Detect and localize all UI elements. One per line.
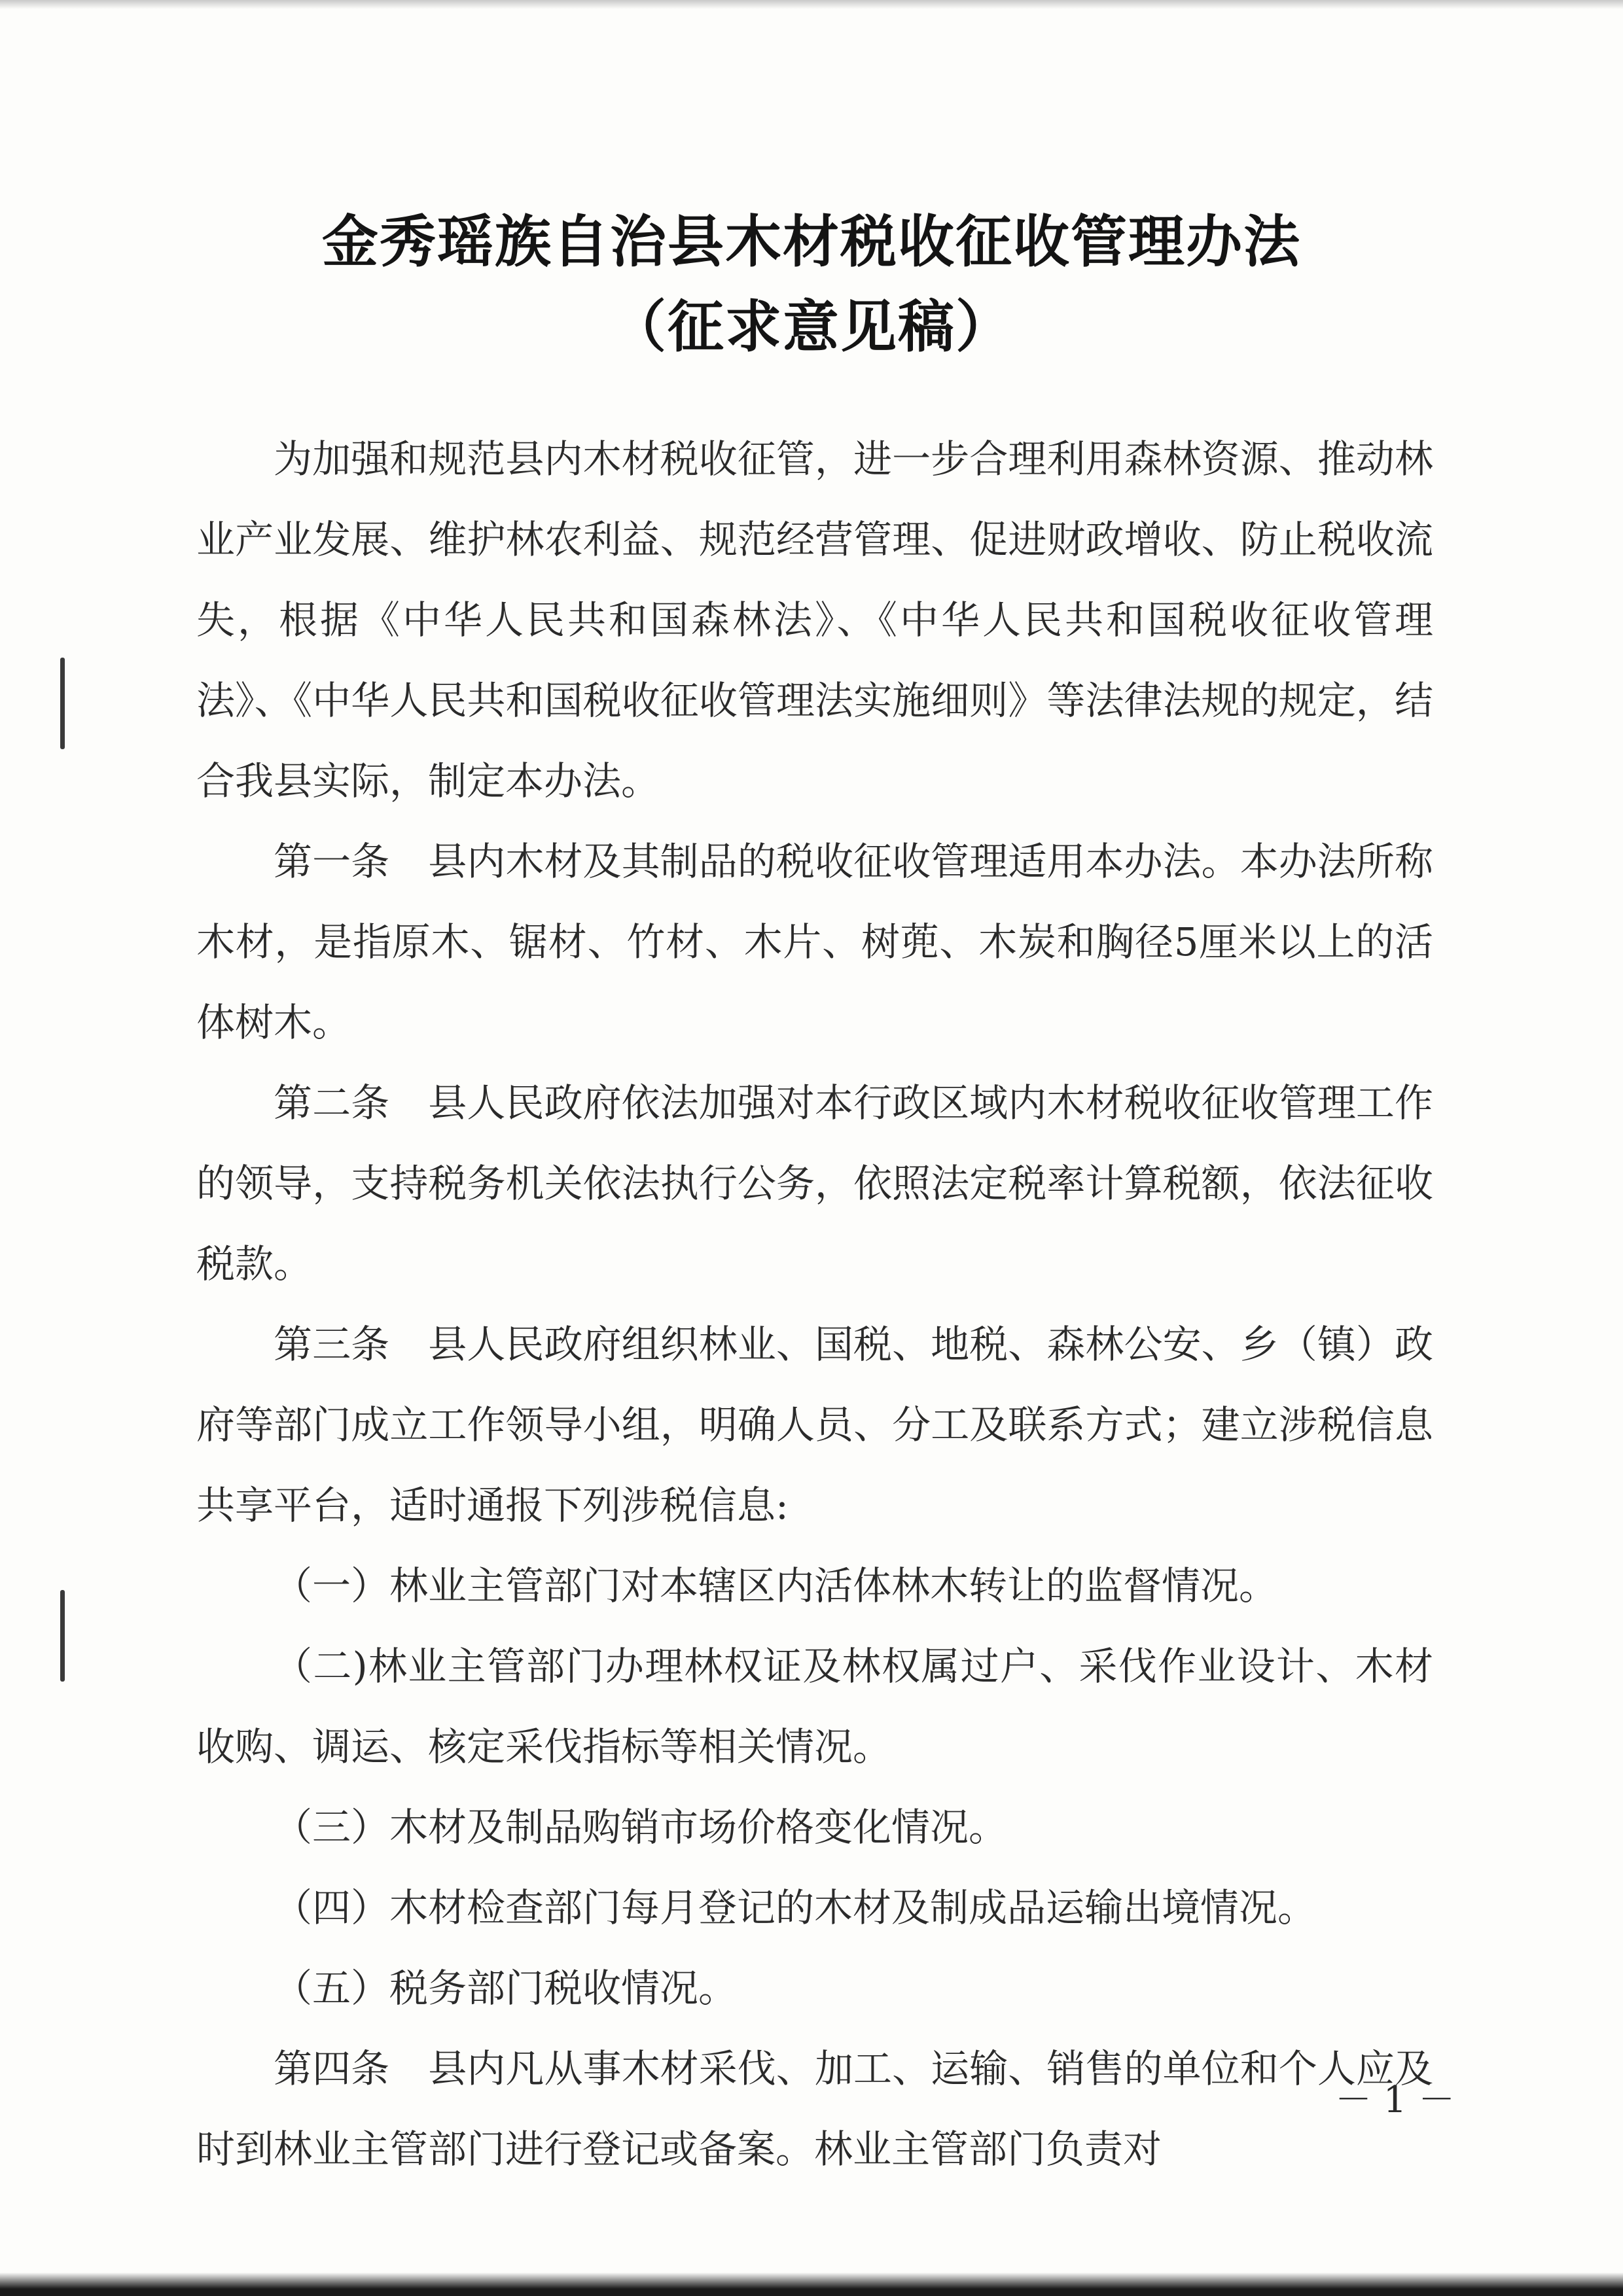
article-3-item-4: （四）木材检查部门每月登记的木材及制成品运输出境情况。 <box>274 1885 1317 1930</box>
article-3-item-3: （三）木材及制品购销市场价格变化情况。 <box>274 1805 1008 1850</box>
scan-edge-bottom <box>0 2272 1623 2296</box>
binding-mark-lower <box>60 1590 65 1682</box>
document-subtitle: （征求意见稿） <box>610 294 1013 360</box>
article-3-item-5: （五）税务部门税收情况。 <box>274 1966 738 2011</box>
document-body <box>196 419 1433 2189</box>
article-3-item-1: （一）林业主管部门对本辖区内活体林木转让的监督情况。 <box>274 1563 1278 1608</box>
scan-edge-top <box>0 0 1623 9</box>
binding-mark-upper <box>60 658 65 749</box>
document-title: 金秀瑶族自治县木材税收征收管理办法 <box>322 209 1301 275</box>
preamble-paragraph: 为加强和规范县内木材税收征管，进一步合理利用森林资源、推动林业产业发展、维护林农利益、规范经营管理、促进财政增收、防止税收流失，根据《中华人民共和国森林法》、《中华人民共和国税收征收管理法》、《中华人民共和国税收征收管理法实施细则》等法律法规的规定，结合我县实际，制定本办法。 <box>196 436 1433 804</box>
article-2-paragraph: 第二条 县人民政府依法加强对本行政区域内木材税收征收管理工作的领导，支持税务机关依法执行公务，依照法定税率计算税额，依法征收税款。 <box>196 1080 1433 1286</box>
article-4-paragraph: 第四条 县内凡从事木材采伐、加工、运输、销售的单位和个人应及时到林业主管部门进行登记或备案。林业主管部门负责对 <box>196 2046 1433 2172</box>
article-1-paragraph: 第一条 县内木材及其制品的税收征收管理适用本办法。本办法所称木材，是指原木、锯材、竹材、木片、树蔸、木炭和胸径5厘米以上的活体树木。 <box>196 839 1433 1045</box>
page-number: － 1 － <box>1335 2079 1455 2121</box>
article-3-item-2: （二)林业主管部门办理林权证及林权属过户、采伐作业设计、木材收购、调运、核定采伐指标等相关情况。 <box>196 1644 1433 1769</box>
article-3-paragraph: 第三条 县人民政府组织林业、国税、地税、森林公安、乡（镇）政府等部门成立工作领导小组，明确人员、分工及联系方式；建立涉税信息共享平台，适时通报下列涉税信息: <box>196 1322 1433 1528</box>
